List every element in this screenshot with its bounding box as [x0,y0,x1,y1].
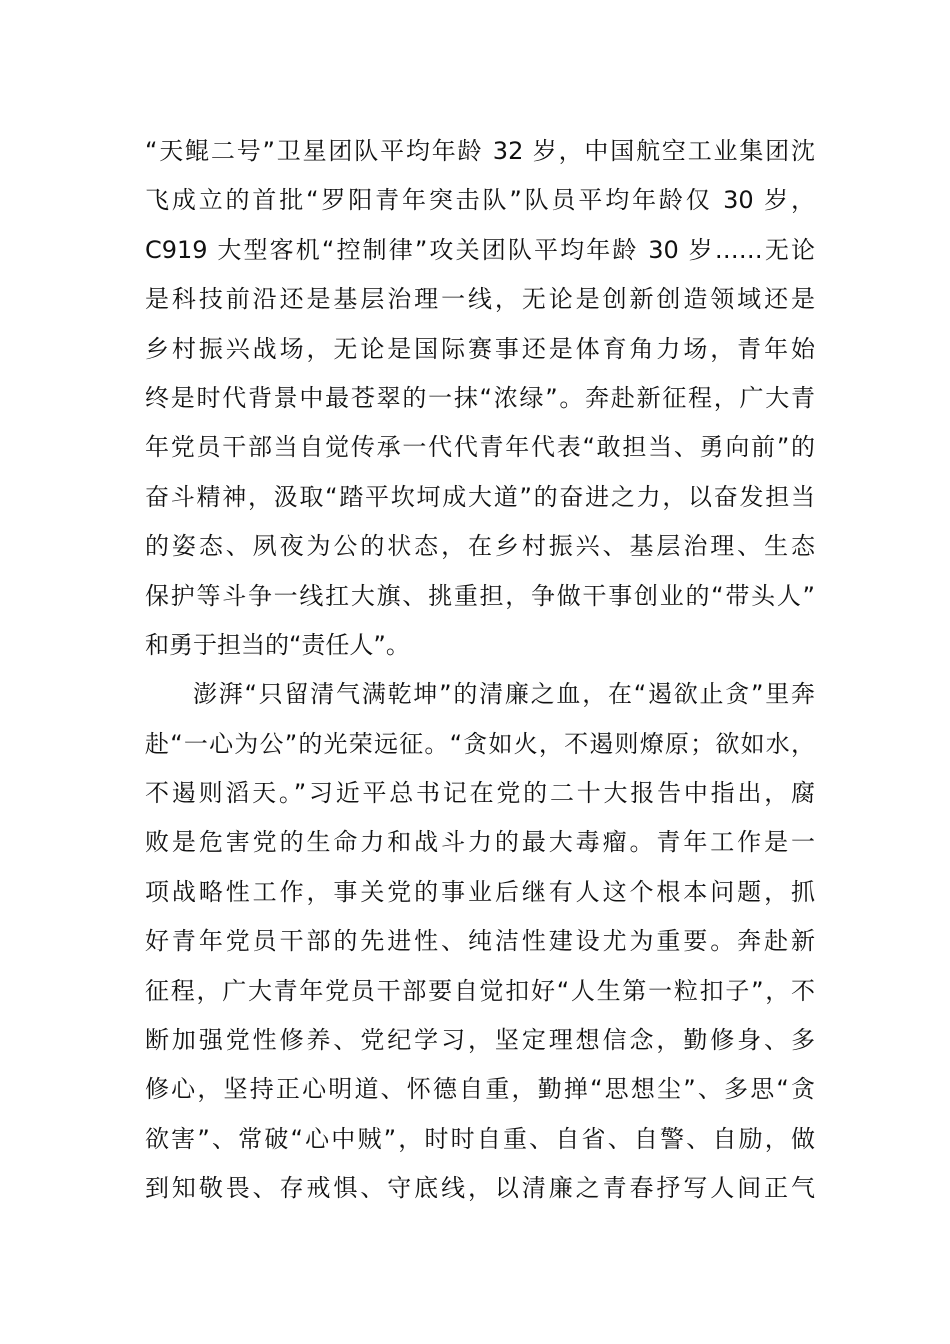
text-line: 项战略性工作，事关党的事业后继有人这个根本问题，抓 [145,877,815,906]
text-line: 终是时代背景中最苍翠的一抹“浓绿”。奔赴新征程，广大青 [145,383,815,412]
text-line: 征程，广大青年党员干部要自觉扣好“人生第一粒扣子”，不 [145,976,815,1005]
text-line: 是科技前沿还是基层治理一线，无论是创新创造领域还是 [145,285,815,314]
text-line: 断加强党性修养、党纪学习，坚定理想信念，勤修身、多 [145,1026,815,1055]
text-line: 到知敬畏、存戒惧、守底线，以清廉之青春抒写人间正气 [145,1174,815,1203]
text-line: 奋斗精神，汲取“踏平坎坷成大道”的奋进之力，以奋发担当 [145,482,815,511]
text-line: 飞成立的首批“罗阳青年突击队”队员平均年龄仅 30 岁， [145,186,815,215]
text-line: 赴“一心为公”的光荣远征。“贪如火，不遏则燎原；欲如水， [145,729,815,758]
text-line: 修心，坚持正心明道、怀德自重，勤掸“思想尘”、多思“贪 [145,1075,815,1104]
text-line: 的姿态、夙夜为公的状态，在乡村振兴、基层治理、生态 [145,532,815,561]
text-line: “天鲲二号”卫星团队平均年龄 32 岁，中国航空工业集团沈 [145,137,815,165]
text-line: 不遏则滔天。”习近平总书记在党的二十大报告中指出，腐 [145,779,815,808]
text-line: 欲害”、常破“心中贼”，时时自重、自省、自警、自励，做 [145,1124,815,1153]
text-line: 败是危害党的生命力和战斗力的最大毒瘤。青年工作是一 [145,828,815,857]
text-line: 和勇于担当的“责任人”。 [145,630,410,659]
text-line: 年党员干部当自觉传承一代代青年代表“敢担当、勇向前”的 [145,433,815,462]
text-line: 澎湃“只留清气满乾坤”的清廉之血，在“遏欲止贪”里奔 [193,680,815,709]
body-text [145,127,815,1214]
paragraph [145,670,815,1213]
text-line: 保护等斗争一线扛大旗、挑重担，争做干事创业的“带头人” [145,581,815,610]
text-line: C919 大型客机“控制律”攻关团队平均年龄 30 岁……无论 [145,235,815,264]
text-line: 好青年党员干部的先进性、纯洁性建设尤为重要。奔赴新 [145,927,815,956]
paragraph [145,127,815,670]
text-line: 乡村振兴战场，无论是国际赛事还是体育角力场，青年始 [145,334,815,363]
